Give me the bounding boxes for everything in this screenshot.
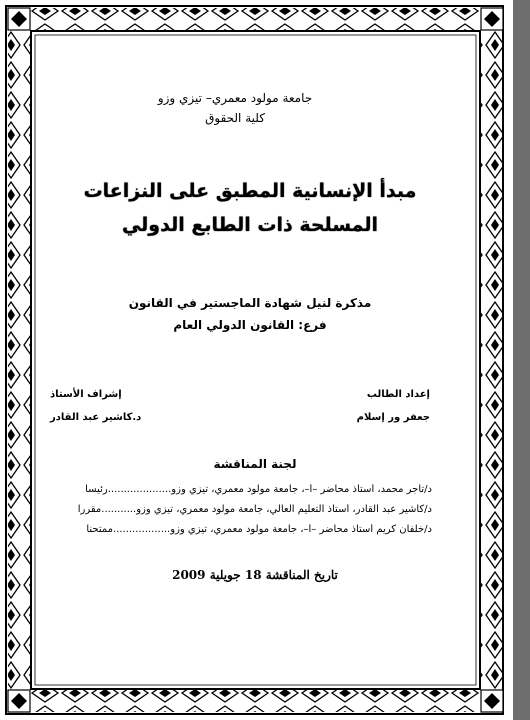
university-name: جامعة مولود معمري– تيزي وزو <box>157 91 313 105</box>
committee-member-president: د/تاجر محمد، أستاذ محاضر –أ–، جامعة مولود معمري، تيزي وزو....................رئيسا <box>85 484 432 495</box>
defense-date: تاريخ المناقشة 18 جويلية 2009 <box>172 568 338 582</box>
degree-statement: مذكرة لنيل شهادة الماجستير في القانون <box>128 296 372 310</box>
thesis-title-line-1: مبدأ الإنسانية المطبق على النزاعات <box>83 180 417 202</box>
branch-statement: فرع: القانون الدولي العام <box>173 318 327 332</box>
committee-title: لجنة المناقشة <box>213 457 297 471</box>
committee-member-examiner: د/خلفان كريم أستاذ محاضر –أ–، جامعة مولود معمري، تيزي وزو..................ممتحنا <box>86 524 432 535</box>
committee-member-rapporteur: د/كاشير عبد القادر، أستاذ التعليم العالي، جامعة مولود معمري، تيزي وزو...........مقررا <box>77 504 432 515</box>
student-label: إعداد الطالب <box>366 389 430 400</box>
supervisor-label: إشراف الأستاذ <box>50 389 122 400</box>
faculty-name: كلية الحقوق <box>205 111 265 125</box>
student-name: جعفر ور إسلام <box>356 412 430 423</box>
supervisor-name: د.كاشير عبد القادر <box>50 412 142 423</box>
page-shadow <box>513 0 530 720</box>
thesis-title-line-2: المسلحة ذات الطابع الدولي <box>121 214 379 236</box>
